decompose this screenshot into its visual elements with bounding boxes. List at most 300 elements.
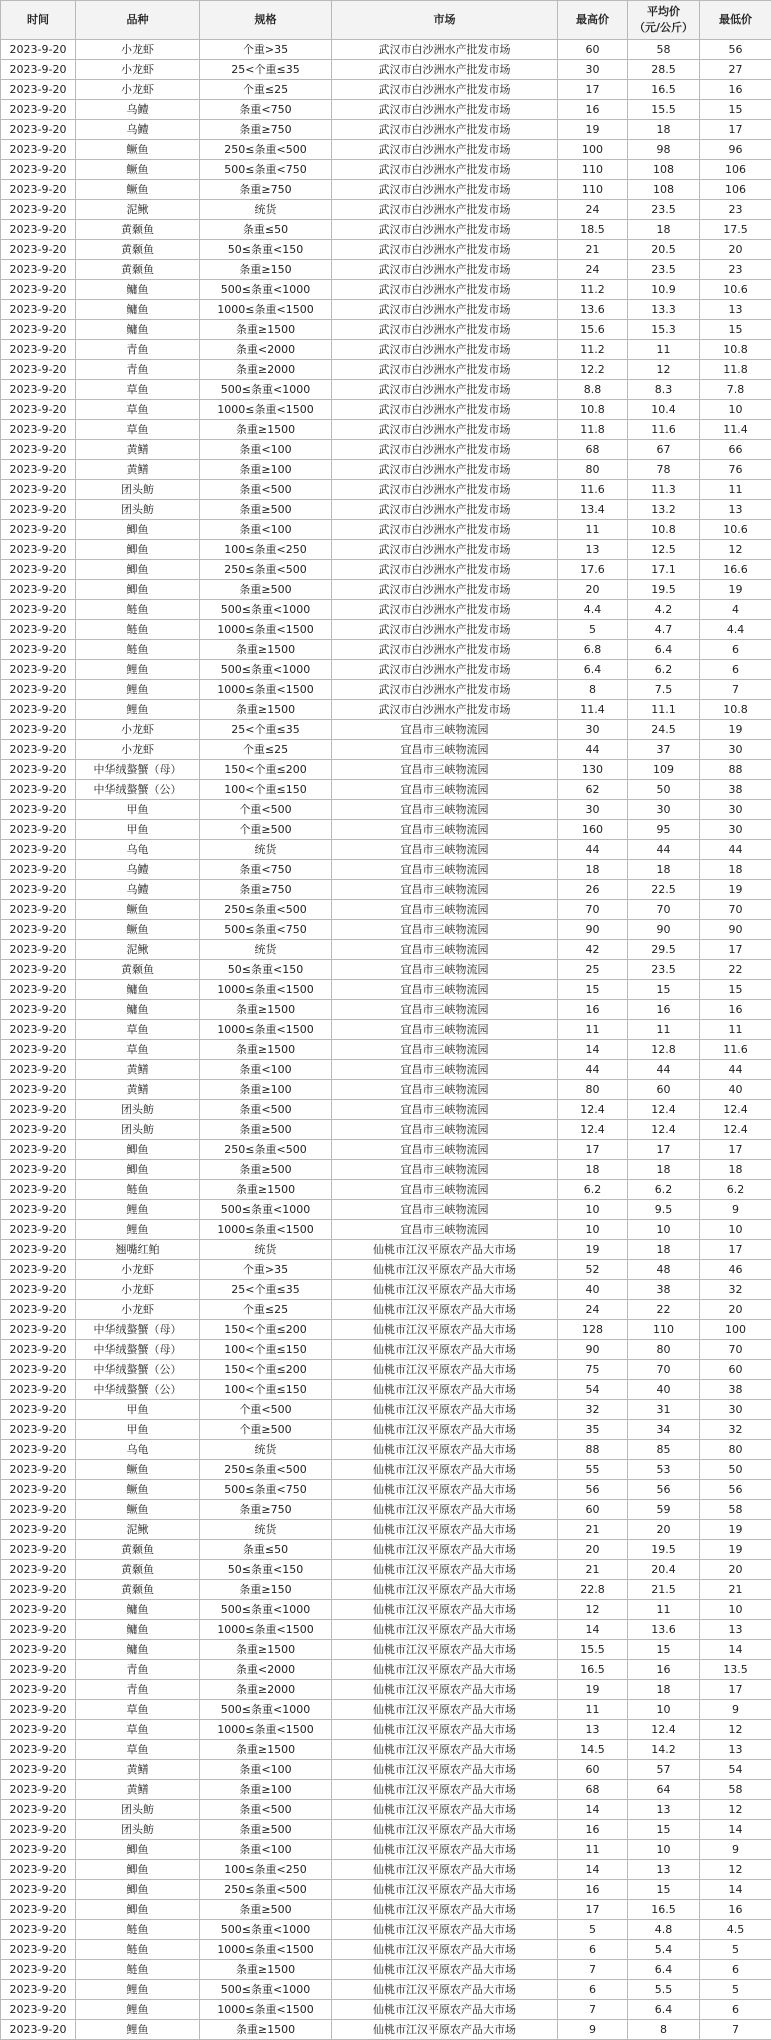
- cell-market: 仙桃市江汉平原农产品大市场: [332, 1920, 558, 1940]
- cell-high-price: 15.5: [558, 1640, 628, 1660]
- table-row: [1, 1920, 771, 1940]
- cell-low-price: 11.6: [700, 1040, 771, 1060]
- table-row: [1, 340, 771, 360]
- cell-time: 2023-9-20: [1, 1160, 76, 1180]
- cell-variety: 小龙虾: [76, 740, 200, 760]
- cell-time: 2023-9-20: [1, 1040, 76, 1060]
- cell-high-price: 7: [558, 1960, 628, 1980]
- cell-low-price: 58: [700, 1780, 771, 1800]
- cell-time: 2023-9-20: [1, 1260, 76, 1280]
- cell-low-price: 38: [700, 780, 771, 800]
- cell-low-price: 15: [700, 980, 771, 1000]
- cell-market: 仙桃市江汉平原农产品大市场: [332, 1980, 558, 2000]
- cell-market: 仙桃市江汉平原农产品大市场: [332, 1800, 558, 1820]
- cell-high-price: 22.8: [558, 1580, 628, 1600]
- cell-high-price: 7: [558, 2000, 628, 2020]
- cell-variety: 泥鳅: [76, 940, 200, 960]
- header-row: [1, 1, 771, 40]
- cell-high-price: 44: [558, 1060, 628, 1080]
- cell-low-price: 7.8: [700, 380, 771, 400]
- cell-market: 仙桃市江汉平原农产品大市场: [332, 1700, 558, 1720]
- cell-market: 武汉市白沙洲水产批发市场: [332, 520, 558, 540]
- cell-time: 2023-9-20: [1, 1720, 76, 1740]
- table-row: [1, 1900, 771, 1920]
- cell-spec: 1000≤条重<1500: [200, 400, 332, 420]
- cell-time: 2023-9-20: [1, 720, 76, 740]
- cell-variety: 鲢鱼: [76, 1940, 200, 1960]
- cell-variety: 鲢鱼: [76, 1960, 200, 1980]
- cell-spec: 个重<500: [200, 1400, 332, 1420]
- cell-market: 武汉市白沙洲水产批发市场: [332, 480, 558, 500]
- table-row: [1, 2020, 771, 2040]
- table-row: [1, 1540, 771, 1560]
- cell-time: 2023-9-20: [1, 180, 76, 200]
- cell-low-price: 58: [700, 1500, 771, 1520]
- cell-high-price: 17: [558, 1140, 628, 1160]
- cell-spec: 条重≥2000: [200, 1680, 332, 1700]
- cell-time: 2023-9-20: [1, 1780, 76, 1800]
- table-row: [1, 860, 771, 880]
- cell-spec: 条重≥1500: [200, 1740, 332, 1760]
- cell-spec: 500≤条重<750: [200, 160, 332, 180]
- cell-high-price: 5: [558, 620, 628, 640]
- cell-high-price: 11: [558, 1020, 628, 1040]
- cell-variety: 乌龟: [76, 1440, 200, 1460]
- table-row: [1, 280, 771, 300]
- cell-low-price: 12: [700, 1800, 771, 1820]
- cell-time: 2023-9-20: [1, 100, 76, 120]
- cell-time: 2023-9-20: [1, 1080, 76, 1100]
- cell-avg-price: 78: [628, 460, 700, 480]
- cell-high-price: 60: [558, 1760, 628, 1780]
- cell-time: 2023-9-20: [1, 1440, 76, 1460]
- cell-time: 2023-9-20: [1, 460, 76, 480]
- table-row: [1, 1020, 771, 1040]
- table-row: [1, 380, 771, 400]
- cell-spec: 条重<2000: [200, 340, 332, 360]
- cell-high-price: 16: [558, 1820, 628, 1840]
- table-row: [1, 560, 771, 580]
- cell-variety: 中华绒螯蟹（母）: [76, 1320, 200, 1340]
- cell-variety: 鳜鱼: [76, 180, 200, 200]
- cell-low-price: 88: [700, 760, 771, 780]
- cell-variety: 甲鱼: [76, 1420, 200, 1440]
- table-row: [1, 1260, 771, 1280]
- cell-variety: 鲫鱼: [76, 540, 200, 560]
- cell-variety: 青鱼: [76, 1660, 200, 1680]
- cell-market: 武汉市白沙洲水产批发市场: [332, 40, 558, 60]
- cell-low-price: 17: [700, 1140, 771, 1160]
- cell-low-price: 16: [700, 1000, 771, 1020]
- cell-avg-price: 44: [628, 840, 700, 860]
- cell-avg-price: 23.5: [628, 960, 700, 980]
- cell-low-price: 13: [700, 1740, 771, 1760]
- cell-spec: 条重≥150: [200, 260, 332, 280]
- cell-time: 2023-9-20: [1, 900, 76, 920]
- cell-avg-price: 10.4: [628, 400, 700, 420]
- cell-avg-price: 16.5: [628, 1900, 700, 1920]
- cell-low-price: 30: [700, 1400, 771, 1420]
- cell-avg-price: 18: [628, 1240, 700, 1260]
- cell-avg-price: 11.6: [628, 420, 700, 440]
- cell-low-price: 70: [700, 1340, 771, 1360]
- cell-time: 2023-9-20: [1, 80, 76, 100]
- cell-variety: 鳙鱼: [76, 1620, 200, 1640]
- cell-variety: 鲤鱼: [76, 680, 200, 700]
- cell-market: 仙桃市江汉平原农产品大市场: [332, 1460, 558, 1480]
- cell-spec: 统货: [200, 1240, 332, 1260]
- cell-variety: 鲤鱼: [76, 2000, 200, 2020]
- cell-high-price: 14: [558, 1620, 628, 1640]
- cell-avg-price: 98: [628, 140, 700, 160]
- cell-avg-price: 70: [628, 1360, 700, 1380]
- table-row: [1, 2000, 771, 2020]
- cell-time: 2023-9-20: [1, 340, 76, 360]
- table-row: [1, 780, 771, 800]
- cell-avg-price: 12.4: [628, 1120, 700, 1140]
- table-row: [1, 1160, 771, 1180]
- cell-low-price: 4: [700, 600, 771, 620]
- cell-high-price: 12.4: [558, 1120, 628, 1140]
- cell-time: 2023-9-20: [1, 920, 76, 940]
- cell-market: 仙桃市江汉平原农产品大市场: [332, 1420, 558, 1440]
- table-row: [1, 1740, 771, 1760]
- cell-market: 宜昌市三峡物流园: [332, 940, 558, 960]
- cell-high-price: 110: [558, 160, 628, 180]
- cell-low-price: 54: [700, 1760, 771, 1780]
- cell-avg-price: 11: [628, 1020, 700, 1040]
- cell-spec: 500≤条重<1000: [200, 600, 332, 620]
- cell-high-price: 90: [558, 1340, 628, 1360]
- cell-low-price: 23: [700, 200, 771, 220]
- cell-spec: 条重≤50: [200, 220, 332, 240]
- table-row: [1, 760, 771, 780]
- cell-low-price: 19: [700, 720, 771, 740]
- cell-spec: 个重≥500: [200, 1420, 332, 1440]
- cell-spec: 条重<750: [200, 860, 332, 880]
- cell-time: 2023-9-20: [1, 1300, 76, 1320]
- cell-variety: 团头鲂: [76, 1800, 200, 1820]
- cell-spec: 1000≤条重<1500: [200, 980, 332, 1000]
- header-avg-price: [628, 1, 700, 40]
- cell-time: 2023-9-20: [1, 1600, 76, 1620]
- table-row: [1, 160, 771, 180]
- cell-high-price: 25: [558, 960, 628, 980]
- cell-variety: 草鱼: [76, 1040, 200, 1060]
- cell-spec: 250≤条重<500: [200, 900, 332, 920]
- cell-avg-price: 7.5: [628, 680, 700, 700]
- cell-avg-price: 15: [628, 1820, 700, 1840]
- cell-variety: 鲢鱼: [76, 600, 200, 620]
- table-row: [1, 1060, 771, 1080]
- table-row: [1, 1380, 771, 1400]
- header-low-price: 最低价: [700, 1, 771, 40]
- table-row: [1, 1180, 771, 1200]
- cell-variety: 鲢鱼: [76, 1180, 200, 1200]
- table-row: [1, 1760, 771, 1780]
- cell-high-price: 20: [558, 580, 628, 600]
- cell-high-price: 52: [558, 1260, 628, 1280]
- cell-variety: 甲鱼: [76, 1400, 200, 1420]
- cell-market: 武汉市白沙洲水产批发市场: [332, 180, 558, 200]
- cell-high-price: 13: [558, 540, 628, 560]
- cell-avg-price: 15.5: [628, 100, 700, 120]
- cell-low-price: 17: [700, 1240, 771, 1260]
- cell-high-price: 21: [558, 240, 628, 260]
- cell-avg-price: 50: [628, 780, 700, 800]
- cell-time: 2023-9-20: [1, 700, 76, 720]
- cell-time: 2023-9-20: [1, 780, 76, 800]
- cell-market: 仙桃市江汉平原农产品大市场: [332, 1500, 558, 1520]
- cell-market: 武汉市白沙洲水产批发市场: [332, 60, 558, 80]
- cell-spec: 条重≥750: [200, 1500, 332, 1520]
- cell-market: 武汉市白沙洲水产批发市场: [332, 260, 558, 280]
- cell-variety: 鳜鱼: [76, 160, 200, 180]
- cell-spec: 个重<500: [200, 800, 332, 820]
- cell-avg-price: 14.2: [628, 1740, 700, 1760]
- cell-high-price: 75: [558, 1360, 628, 1380]
- cell-avg-price: 85: [628, 1440, 700, 1460]
- cell-variety: 鲫鱼: [76, 1860, 200, 1880]
- cell-spec: 条重<100: [200, 440, 332, 460]
- cell-variety: 小龙虾: [76, 720, 200, 740]
- cell-variety: 乌鳢: [76, 880, 200, 900]
- cell-time: 2023-9-20: [1, 1900, 76, 1920]
- cell-spec: 统货: [200, 1440, 332, 1460]
- cell-avg-price: 109: [628, 760, 700, 780]
- cell-variety: 草鱼: [76, 1740, 200, 1760]
- table-row: [1, 1460, 771, 1480]
- cell-time: 2023-9-20: [1, 500, 76, 520]
- cell-variety: 青鱼: [76, 340, 200, 360]
- cell-time: 2023-9-20: [1, 420, 76, 440]
- cell-spec: 100≤条重<250: [200, 540, 332, 560]
- cell-time: 2023-9-20: [1, 160, 76, 180]
- table-row: [1, 1720, 771, 1740]
- cell-high-price: 14: [558, 1800, 628, 1820]
- cell-variety: 甲鱼: [76, 800, 200, 820]
- cell-spec: 条重<500: [200, 480, 332, 500]
- table-row: [1, 520, 771, 540]
- table-row: [1, 880, 771, 900]
- cell-time: 2023-9-20: [1, 860, 76, 880]
- cell-spec: 100<个重≤150: [200, 1340, 332, 1360]
- cell-low-price: 10.6: [700, 280, 771, 300]
- cell-market: 仙桃市江汉平原农产品大市场: [332, 1960, 558, 1980]
- cell-low-price: 30: [700, 820, 771, 840]
- cell-avg-price: 11.1: [628, 700, 700, 720]
- cell-variety: 鲤鱼: [76, 660, 200, 680]
- cell-high-price: 18.5: [558, 220, 628, 240]
- cell-high-price: 6.2: [558, 1180, 628, 1200]
- cell-time: 2023-9-20: [1, 380, 76, 400]
- cell-high-price: 15.6: [558, 320, 628, 340]
- cell-avg-price: 18: [628, 120, 700, 140]
- cell-avg-price: 17.1: [628, 560, 700, 580]
- cell-market: 仙桃市江汉平原农产品大市场: [332, 1660, 558, 1680]
- cell-high-price: 5: [558, 1920, 628, 1940]
- cell-variety: 青鱼: [76, 360, 200, 380]
- cell-market: 武汉市白沙洲水产批发市场: [332, 200, 558, 220]
- table-row: [1, 1560, 771, 1580]
- cell-spec: 条重≥1500: [200, 1040, 332, 1060]
- cell-time: 2023-9-20: [1, 800, 76, 820]
- cell-variety: 鳜鱼: [76, 140, 200, 160]
- table-row: [1, 460, 771, 480]
- table-row: [1, 1800, 771, 1820]
- cell-market: 仙桃市江汉平原农产品大市场: [332, 1600, 558, 1620]
- cell-market: 武汉市白沙洲水产批发市场: [332, 380, 558, 400]
- table-row: [1, 200, 771, 220]
- cell-high-price: 19: [558, 120, 628, 140]
- cell-market: 宜昌市三峡物流园: [332, 780, 558, 800]
- cell-spec: 条重≥500: [200, 1820, 332, 1840]
- cell-variety: 鲢鱼: [76, 620, 200, 640]
- cell-time: 2023-9-20: [1, 280, 76, 300]
- cell-high-price: 35: [558, 1420, 628, 1440]
- cell-avg-price: 24.5: [628, 720, 700, 740]
- cell-variety: 小龙虾: [76, 1260, 200, 1280]
- cell-high-price: 130: [558, 760, 628, 780]
- cell-time: 2023-9-20: [1, 560, 76, 580]
- cell-low-price: 11.4: [700, 420, 771, 440]
- cell-market: 宜昌市三峡物流园: [332, 860, 558, 880]
- table-row: [1, 1220, 771, 1240]
- cell-spec: 条重≥1500: [200, 1640, 332, 1660]
- cell-spec: 条重<500: [200, 1100, 332, 1120]
- cell-market: 武汉市白沙洲水产批发市场: [332, 120, 558, 140]
- cell-low-price: 13.5: [700, 1660, 771, 1680]
- cell-market: 仙桃市江汉平原农产品大市场: [332, 1720, 558, 1740]
- cell-variety: 黄鳝: [76, 1760, 200, 1780]
- cell-low-price: 70: [700, 900, 771, 920]
- cell-spec: 1000≤条重<1500: [200, 1220, 332, 1240]
- cell-market: 武汉市白沙洲水产批发市场: [332, 400, 558, 420]
- table-row: [1, 140, 771, 160]
- cell-spec: 统货: [200, 200, 332, 220]
- cell-market: 宜昌市三峡物流园: [332, 880, 558, 900]
- cell-high-price: 44: [558, 840, 628, 860]
- cell-low-price: 30: [700, 740, 771, 760]
- header-avg-price-label: 平均价: [628, 4, 699, 20]
- cell-variety: 甲鱼: [76, 820, 200, 840]
- cell-variety: 泥鳅: [76, 200, 200, 220]
- cell-high-price: 19: [558, 1680, 628, 1700]
- cell-low-price: 46: [700, 1260, 771, 1280]
- cell-spec: 500≤条重<1000: [200, 660, 332, 680]
- cell-spec: 条重≥1500: [200, 2020, 332, 2040]
- cell-market: 武汉市白沙洲水产批发市场: [332, 240, 558, 260]
- cell-spec: 150<个重≤200: [200, 760, 332, 780]
- cell-market: 武汉市白沙洲水产批发市场: [332, 540, 558, 560]
- cell-spec: 条重≥500: [200, 1120, 332, 1140]
- table-row: [1, 1680, 771, 1700]
- cell-variety: 青鱼: [76, 1680, 200, 1700]
- cell-avg-price: 18: [628, 860, 700, 880]
- cell-spec: 条重<100: [200, 1840, 332, 1860]
- cell-variety: 黄鳝: [76, 1780, 200, 1800]
- cell-market: 宜昌市三峡物流园: [332, 1060, 558, 1080]
- cell-spec: 条重<2000: [200, 1660, 332, 1680]
- cell-time: 2023-9-20: [1, 120, 76, 140]
- cell-avg-price: 5.4: [628, 1940, 700, 1960]
- table-row: [1, 620, 771, 640]
- cell-high-price: 18: [558, 1160, 628, 1180]
- cell-variety: 鲤鱼: [76, 1220, 200, 1240]
- cell-time: 2023-9-20: [1, 1100, 76, 1120]
- cell-variety: 鳙鱼: [76, 1600, 200, 1620]
- cell-avg-price: 44: [628, 1060, 700, 1080]
- cell-high-price: 11.6: [558, 480, 628, 500]
- cell-high-price: 160: [558, 820, 628, 840]
- header-price-unit: （元/公斤）: [628, 20, 699, 36]
- table-row: [1, 1200, 771, 1220]
- cell-market: 武汉市白沙洲水产批发市场: [332, 680, 558, 700]
- cell-time: 2023-9-20: [1, 1940, 76, 1960]
- cell-spec: 1000≤条重<1500: [200, 300, 332, 320]
- cell-low-price: 56: [700, 40, 771, 60]
- cell-time: 2023-9-20: [1, 1700, 76, 1720]
- cell-time: 2023-9-20: [1, 980, 76, 1000]
- table-row: [1, 1080, 771, 1100]
- cell-low-price: 14: [700, 1820, 771, 1840]
- cell-high-price: 26: [558, 880, 628, 900]
- cell-low-price: 10: [700, 400, 771, 420]
- cell-variety: 乌鳢: [76, 120, 200, 140]
- cell-time: 2023-9-20: [1, 1880, 76, 1900]
- cell-time: 2023-9-20: [1, 640, 76, 660]
- cell-market: 宜昌市三峡物流园: [332, 1220, 558, 1240]
- table-row: [1, 680, 771, 700]
- cell-variety: 团头鲂: [76, 1120, 200, 1140]
- cell-avg-price: 8.3: [628, 380, 700, 400]
- cell-time: 2023-9-20: [1, 1580, 76, 1600]
- cell-variety: 鲫鱼: [76, 520, 200, 540]
- cell-high-price: 15: [558, 980, 628, 1000]
- table-row: [1, 900, 771, 920]
- cell-low-price: 96: [700, 140, 771, 160]
- cell-low-price: 40: [700, 1080, 771, 1100]
- cell-spec: 条重≥750: [200, 880, 332, 900]
- cell-high-price: 80: [558, 1080, 628, 1100]
- cell-spec: 统货: [200, 940, 332, 960]
- cell-spec: 1000≤条重<1500: [200, 2000, 332, 2020]
- cell-spec: 1000≤条重<1500: [200, 1940, 332, 1960]
- cell-high-price: 110: [558, 180, 628, 200]
- cell-avg-price: 15: [628, 980, 700, 1000]
- cell-variety: 鳙鱼: [76, 1640, 200, 1660]
- cell-variety: 团头鲂: [76, 1100, 200, 1120]
- cell-time: 2023-9-20: [1, 320, 76, 340]
- cell-avg-price: 6.4: [628, 1960, 700, 1980]
- cell-low-price: 7: [700, 2020, 771, 2040]
- cell-time: 2023-9-20: [1, 960, 76, 980]
- cell-spec: 500≤条重<1000: [200, 1980, 332, 2000]
- cell-avg-price: 10: [628, 1700, 700, 1720]
- cell-spec: 条重≥500: [200, 500, 332, 520]
- cell-variety: 黄颡鱼: [76, 1560, 200, 1580]
- cell-variety: 小龙虾: [76, 80, 200, 100]
- cell-avg-price: 30: [628, 800, 700, 820]
- cell-variety: 乌鳢: [76, 100, 200, 120]
- cell-time: 2023-9-20: [1, 300, 76, 320]
- cell-avg-price: 4.2: [628, 600, 700, 620]
- cell-market: 武汉市白沙洲水产批发市场: [332, 300, 558, 320]
- table-row: [1, 920, 771, 940]
- cell-market: 仙桃市江汉平原农产品大市场: [332, 1380, 558, 1400]
- cell-avg-price: 12: [628, 360, 700, 380]
- cell-spec: 100<个重≤150: [200, 1380, 332, 1400]
